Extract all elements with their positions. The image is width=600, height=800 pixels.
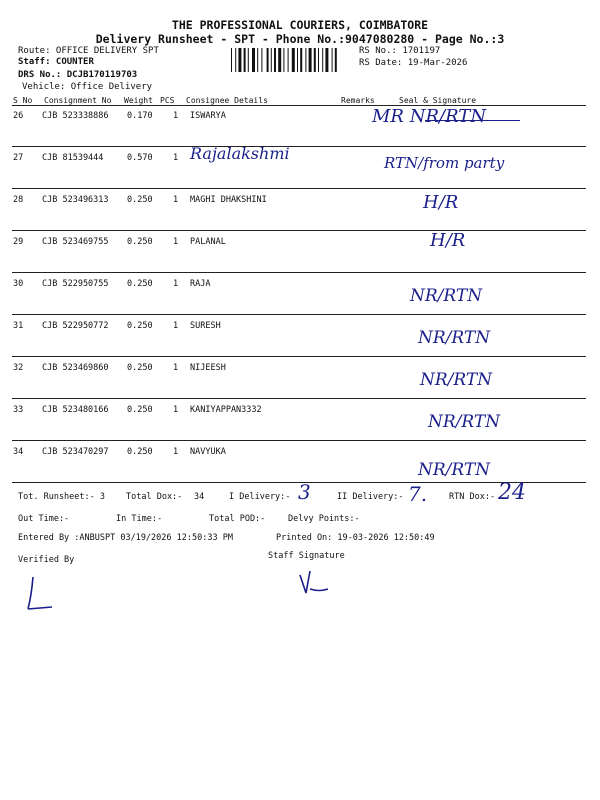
row-pcs: 1: [173, 153, 179, 163]
entered-by: Entered By :ANBUSPT 03/19/2026 12:50:33 PM: [18, 533, 233, 543]
tot-runsheet: Tot. Runsheet:- 3: [18, 492, 105, 502]
row-consignment-no: CJB 523470297: [42, 447, 109, 457]
row-remark-handwritten: NR/RTN: [428, 412, 501, 432]
row-sno: 26: [13, 111, 24, 121]
row-sno: 31: [13, 321, 24, 331]
row-divider: [12, 272, 586, 273]
row-weight: 0.170: [127, 111, 153, 121]
row-sno: 34: [13, 447, 24, 457]
row-consignment-no: CJB 523469755: [42, 237, 109, 247]
row-pcs: 1: [173, 279, 179, 289]
row-divider: [12, 440, 586, 441]
row-sno: 29: [13, 237, 24, 247]
row-weight: 0.250: [127, 321, 153, 331]
rs-number: RS No.: 1701197: [359, 46, 441, 56]
ii-delivery-label: II Delivery:-: [337, 492, 404, 502]
row-weight: 0.250: [127, 279, 153, 289]
row-remark-handwritten: RTN/from party: [384, 154, 505, 172]
total-dox-value: 34: [194, 492, 205, 502]
row-weight: 0.250: [127, 237, 153, 247]
row-divider: [12, 398, 586, 399]
row-pcs: 1: [173, 195, 179, 205]
row-consignee: RAJA: [190, 279, 211, 289]
row-consignment-no: CJB 523469860: [42, 363, 109, 373]
staff-signature-label: Staff Signature: [268, 551, 345, 561]
col-sno: S No: [13, 96, 33, 105]
row-weight: 0.250: [127, 195, 153, 205]
staff-signature: [294, 565, 334, 600]
printed-on: Printed On: 19-03-2026 12:50:49: [276, 533, 435, 543]
row-divider: [12, 314, 586, 315]
row-remark-handwritten: NR/RTN: [418, 460, 491, 480]
row-divider: [12, 356, 586, 357]
verified-signature: [24, 575, 64, 615]
row-pcs: 1: [173, 363, 179, 373]
row-weight: 0.570: [127, 153, 153, 163]
col-consignment: Consignment No: [44, 96, 112, 105]
barcode: [231, 48, 356, 72]
row-consignee: KANIYAPPAN3332: [190, 405, 262, 415]
row-consignee: NAVYUKA: [190, 447, 226, 457]
row-consignment-no: CJB 522950772: [42, 321, 109, 331]
row-consignment-no: CJB 523338886: [42, 111, 109, 121]
row-remark-handwritten: H/R: [423, 192, 459, 213]
route-label: Route: OFFICE DELIVERY SPT: [18, 46, 159, 56]
row-remark-handwritten: MR NR/RTN: [372, 106, 487, 127]
row-consignee: NIJEESH: [190, 363, 226, 373]
row-sno: 32: [13, 363, 24, 373]
row-pcs: 1: [173, 447, 179, 457]
rtn-dox-label: RTN Dox:-: [449, 492, 496, 502]
row-remark-handwritten: NR/RTN: [410, 286, 483, 306]
row-pcs: 1: [173, 321, 179, 331]
rs-date: RS Date: 19-Mar-2026: [359, 58, 468, 68]
row-consignment-no: CJB 522950755: [42, 279, 109, 289]
row-pcs: 1: [173, 111, 179, 121]
row-consignee: PALANAL: [190, 237, 226, 247]
vehicle-label: Vehicle: Office Delivery: [22, 82, 153, 92]
col-remarks: Remarks: [341, 96, 375, 105]
row-divider: [12, 188, 586, 189]
row-remark-handwritten: H/R: [430, 230, 466, 251]
col-weight: Weight: [124, 96, 153, 105]
row-sno: 33: [13, 405, 24, 415]
total-dox-label: Total Dox:-: [126, 492, 183, 502]
row-weight: 0.250: [127, 363, 153, 373]
strike-line: [425, 120, 520, 121]
verified-by: Verified By: [18, 555, 75, 565]
row-consignment-no: CJB 523480166: [42, 405, 109, 415]
col-seal-signature: Seal & Signature: [399, 96, 477, 105]
i-delivery-label: I Delivery:-: [229, 492, 291, 502]
row-pcs: 1: [173, 237, 179, 247]
runsheet-subtitle: Delivery Runsheet - SPT - Phone No.:9047080280 - Page No.:3: [95, 32, 505, 46]
staff-label: Staff: COUNTER: [18, 57, 94, 67]
out-time: Out Time:-: [18, 514, 70, 524]
col-pcs: PCS: [160, 96, 175, 105]
row-consignee: SURESH: [190, 321, 221, 331]
row-consignment-no: CJB 81539444: [42, 153, 104, 163]
row-divider: [12, 230, 586, 231]
row-divider: [12, 146, 586, 147]
delvy-points: Delvy Points:-: [288, 514, 360, 524]
drs-label: DRS No.: DCJB170119703: [18, 70, 138, 80]
row-sno: 28: [13, 195, 24, 205]
row-weight: 0.250: [127, 447, 153, 457]
row-sno: 27: [13, 153, 24, 163]
row-consignee-handwritten: Rajalakshmi: [190, 144, 290, 163]
in-time: In Time:-: [116, 514, 163, 524]
total-pod: Total POD:-: [209, 514, 266, 524]
row-remark-handwritten: NR/RTN: [418, 328, 491, 348]
header-divider: [12, 105, 586, 106]
rtn-dox-value: 24: [498, 480, 526, 505]
i-delivery-value: 3: [298, 480, 311, 504]
col-consignee: Consignee Details: [186, 96, 268, 105]
row-consignee: MAGHI DHAKSHINI: [190, 195, 267, 205]
company-title: THE PROFESSIONAL COURIERS, COIMBATORE: [171, 18, 429, 32]
row-remark-handwritten: NR/RTN: [420, 370, 493, 390]
row-pcs: 1: [173, 405, 179, 415]
row-consignee: ISWARYA: [190, 111, 226, 121]
row-sno: 30: [13, 279, 24, 289]
row-consignment-no: CJB 523496313: [42, 195, 109, 205]
row-weight: 0.250: [127, 405, 153, 415]
ii-delivery-value: 7.: [408, 482, 428, 506]
